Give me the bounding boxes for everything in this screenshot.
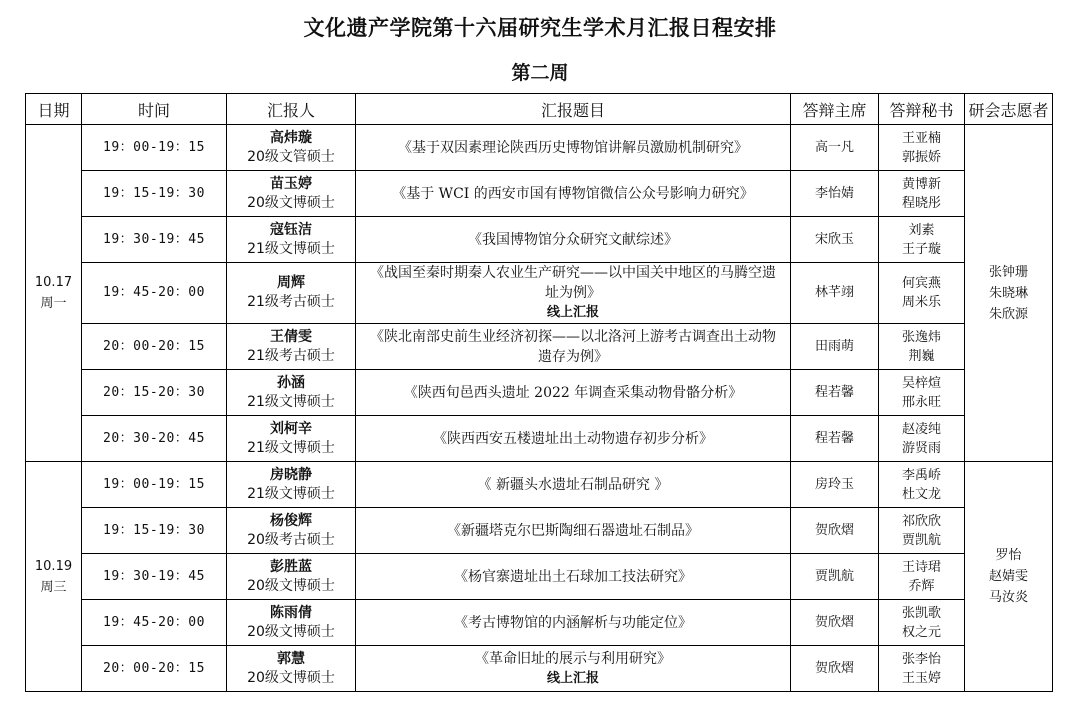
chair-cell: 宋欣玉	[791, 217, 879, 263]
secretary-name: 黄博新	[901, 176, 941, 192]
topic-cell	[356, 462, 791, 508]
volunteer-cell	[965, 125, 1053, 462]
table-row	[26, 508, 1053, 554]
time-cell: 20：30-20：45	[82, 416, 227, 462]
topic-title: 《陕西旬邑西头遗址 2022 年调查采集动物骨骼分析》	[403, 384, 743, 401]
secretary-name: 祁欣欣	[901, 513, 941, 529]
presenter-name: 彭胜蓝	[270, 558, 312, 575]
topic-cell	[356, 125, 791, 171]
chair-cell: 贺欣熠	[791, 600, 879, 646]
secretary-cell	[879, 125, 965, 171]
secretary-name: 周米乐	[901, 295, 941, 310]
presenter-cell	[227, 462, 356, 508]
time-cell: 20：15-20：30	[82, 370, 227, 416]
secretary-cell	[879, 508, 965, 554]
topic-title: 《考古博物馆的内涵解析与功能定位》	[454, 614, 692, 631]
secretary-name: 吴梓煊	[901, 375, 941, 391]
chair-cell: 程若馨	[791, 370, 879, 416]
topic-title: 《基于双因素理论陕西历史博物馆讲解员激励机制研究》	[398, 139, 748, 156]
secretary-name: 王诗珺	[901, 559, 941, 575]
secretary-cell	[879, 324, 965, 370]
chair-cell: 李怡婧	[791, 171, 879, 217]
header-secretary: 答辩秘书	[879, 94, 965, 125]
secretary-name: 李禹峤	[901, 467, 941, 483]
secretary-name: 张李怡	[901, 651, 941, 667]
topic-title: 《基于 WCI 的西安市国有博物馆微信公众号影响力研究》	[392, 185, 754, 202]
secretary-cell	[879, 600, 965, 646]
volunteer-name: 罗怡	[995, 548, 1022, 563]
topic-title: 《陕西西安五楼遗址出土动物遗存初步分析》	[433, 430, 713, 447]
secretary-name: 郭振娇	[901, 149, 941, 165]
header-time: 时间	[82, 94, 227, 125]
table-row	[26, 324, 1053, 370]
header-volunteer: 研会志愿者	[965, 94, 1053, 125]
secretary-cell	[879, 217, 965, 263]
week-subtitle: 第二周	[511, 62, 569, 84]
topic-cell	[356, 554, 791, 600]
secretary-name: 王亚楠	[901, 130, 941, 146]
chair-cell: 田雨萌	[791, 324, 879, 370]
secretary-cell	[879, 646, 965, 692]
presenter-cell	[227, 263, 356, 324]
date-value: 10.17	[34, 275, 73, 290]
secretary-name: 杜文龙	[901, 486, 941, 502]
presenter-cohort: 21级文博硕士	[247, 393, 335, 410]
topic-cell	[356, 263, 791, 324]
topic-cell	[356, 171, 791, 217]
secretary-name: 张凯歌	[901, 605, 941, 621]
topic-cell	[356, 416, 791, 462]
presenter-cell	[227, 600, 356, 646]
presenter-cohort: 20级文博硕士	[247, 669, 335, 686]
presenter-cell	[227, 171, 356, 217]
presenter-name: 杨俊辉	[270, 512, 312, 529]
topic-title: 《新疆塔克尔巴斯陶细石器遗址石制品》	[447, 522, 699, 539]
secretary-name: 游贤雨	[901, 440, 941, 456]
header-presenter: 汇报人	[227, 94, 356, 125]
page-title: 文化遗产学院第十六届研究生学术月汇报日程安排	[303, 16, 777, 40]
chair-cell: 程若馨	[791, 416, 879, 462]
secretary-name: 王子璇	[901, 241, 941, 257]
date-cell	[26, 462, 82, 692]
chair-cell: 贾凯航	[791, 554, 879, 600]
presenter-name: 陈雨倩	[270, 604, 312, 621]
presenter-cell	[227, 324, 356, 370]
date-cell	[26, 125, 82, 462]
presenter-name: 刘柯辛	[270, 420, 312, 437]
presenter-cohort: 20级文博硕士	[247, 623, 335, 640]
presenter-cohort: 21级文博硕士	[247, 240, 335, 257]
table-row	[26, 171, 1053, 217]
presenter-name: 房晓静	[270, 466, 312, 483]
time-cell: 19：00-19：15	[82, 462, 227, 508]
presenter-cell	[227, 217, 356, 263]
secretary-name: 程晓彤	[901, 195, 941, 211]
table-row	[26, 646, 1053, 692]
chair-cell: 林芊翊	[791, 263, 879, 324]
volunteer-name: 朱晓琳	[988, 285, 1028, 301]
chair-cell: 高一凡	[791, 125, 879, 171]
secretary-cell	[879, 263, 965, 324]
presenter-cohort: 20级考古硕士	[247, 531, 335, 548]
secretary-cell	[879, 370, 965, 416]
topic-title: 《杨官寨遗址出土石球加工技法研究》	[454, 568, 692, 585]
presenter-cell	[227, 646, 356, 692]
chair-cell: 房玲玉	[791, 462, 879, 508]
volunteer-name: 朱欣源	[988, 306, 1028, 322]
topic-title: 《革命旧址的展示与利用研究》	[475, 650, 671, 667]
volunteer-name: 张钟珊	[988, 264, 1028, 280]
header-chair: 答辩主席	[791, 94, 879, 125]
table-row	[26, 370, 1053, 416]
secretary-name: 赵凌纯	[901, 421, 941, 437]
presenter-cell	[227, 125, 356, 171]
presenter-cohort: 20级文博硕士	[247, 577, 335, 594]
presenter-cohort: 20级文博硕士	[247, 194, 335, 211]
table-row	[26, 554, 1053, 600]
table-row	[26, 462, 1053, 508]
weekday-value: 周三	[40, 579, 67, 595]
presenter-cohort: 21级考古硕士	[247, 347, 335, 364]
topic-title: 《陕北南部史前生业经济初探——以北洛河上游考古调查出土动物遗存为例》	[370, 328, 776, 365]
presenter-cohort: 20级文管硕士	[247, 148, 335, 165]
header-row	[26, 94, 1053, 125]
secretary-cell	[879, 554, 965, 600]
table-row	[26, 125, 1053, 171]
header-topic: 汇报题目	[356, 94, 791, 125]
volunteer-name: 马汝炎	[988, 590, 1028, 605]
time-cell: 19：00-19：15	[82, 125, 227, 171]
presenter-cell	[227, 370, 356, 416]
topic-cell	[356, 217, 791, 263]
secretary-name: 乔辉	[908, 578, 935, 594]
volunteer-name: 赵婧雯	[988, 569, 1028, 584]
online-note: 线上汇报	[546, 670, 599, 686]
presenter-name: 王倩雯	[270, 328, 312, 345]
presenter-cohort: 21级文博硕士	[247, 485, 335, 502]
secretary-name: 王玉婷	[901, 670, 941, 686]
secretary-name: 荆巍	[908, 348, 935, 364]
time-cell: 19：30-19：45	[82, 217, 227, 263]
presenter-cell	[227, 416, 356, 462]
table-row	[26, 263, 1053, 324]
topic-title: 《战国至秦时期秦人农业生产研究——以中国关中地区的马腾空遗址为例》	[370, 265, 776, 301]
secretary-cell	[879, 171, 965, 217]
chair-cell: 贺欣熠	[791, 508, 879, 554]
time-cell: 20：00-20：15	[82, 324, 227, 370]
secretary-cell	[879, 462, 965, 508]
secretary-cell	[879, 416, 965, 462]
secretary-name: 何宾燕	[901, 276, 941, 291]
presenter-name: 郭慧	[277, 650, 305, 667]
presenter-cohort: 21级考古硕士	[247, 294, 335, 310]
table-row	[26, 217, 1053, 263]
presenter-cohort: 21级文博硕士	[247, 439, 335, 456]
date-value: 10.19	[34, 558, 73, 574]
secretary-name: 邢永旺	[901, 394, 941, 410]
header-date: 日期	[26, 94, 82, 125]
table-row	[26, 416, 1053, 462]
topic-cell	[356, 370, 791, 416]
secretary-name: 权之元	[901, 624, 941, 640]
chair-cell: 贺欣熠	[791, 646, 879, 692]
presenter-name: 孙涵	[277, 374, 305, 391]
table-body	[26, 125, 1053, 692]
time-cell: 20：00-20：15	[82, 646, 227, 692]
time-cell: 19：45-20：00	[82, 600, 227, 646]
volunteer-cell	[965, 462, 1053, 692]
time-cell: 19：45-20：00	[82, 263, 227, 324]
schedule-table	[25, 93, 1053, 692]
secretary-name: 刘素	[908, 222, 935, 238]
presenter-cell	[227, 508, 356, 554]
time-cell: 19：30-19：45	[82, 554, 227, 600]
presenter-name: 寇钰洁	[270, 221, 312, 238]
secretary-name: 张逸炜	[901, 329, 941, 345]
weekday-value: 周一	[40, 296, 67, 311]
table-row	[26, 600, 1053, 646]
topic-title: 《我国博物馆分众研究文献综述》	[468, 231, 678, 248]
presenter-name: 周辉	[277, 275, 305, 291]
topic-cell	[356, 324, 791, 370]
topic-title: 《 新疆头水遗址石制品研究 》	[477, 476, 669, 493]
time-cell: 19：15-19：30	[82, 508, 227, 554]
topic-cell	[356, 600, 791, 646]
presenter-name: 高炜璇	[270, 129, 312, 146]
table-header	[26, 94, 1053, 125]
secretary-name: 贾凯航	[901, 532, 941, 548]
topic-cell	[356, 508, 791, 554]
time-cell: 19：15-19：30	[82, 171, 227, 217]
presenter-name: 苗玉婷	[270, 175, 312, 192]
topic-cell	[356, 646, 791, 692]
online-note: 线上汇报	[546, 305, 599, 320]
presenter-cell	[227, 554, 356, 600]
